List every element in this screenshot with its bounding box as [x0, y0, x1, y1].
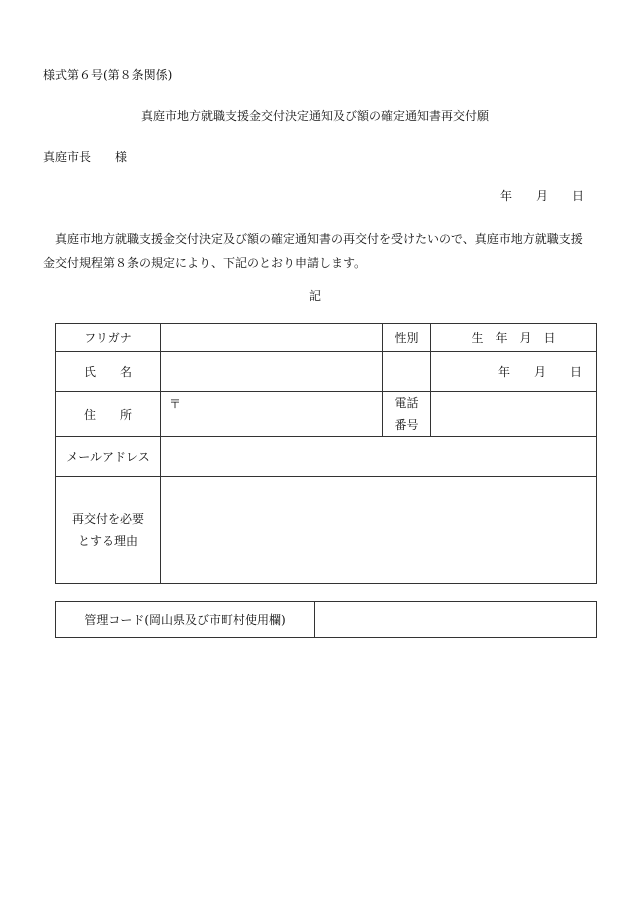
- phone-label: [383, 392, 431, 437]
- address-row: [56, 392, 597, 437]
- gender-label: 性別: [383, 324, 431, 352]
- name-label: 氏 名: [56, 352, 161, 392]
- reason-field[interactable]: [161, 477, 597, 584]
- admin-code-field[interactable]: [315, 602, 597, 638]
- name-row: [56, 352, 597, 392]
- document-title: 真庭市地方就職支援金交付決定通知及び額の確定通知書再交付願: [140, 109, 489, 123]
- reason-label-line2: とする理由: [77, 534, 138, 548]
- email-field[interactable]: [161, 437, 597, 477]
- furigana-row: [56, 324, 597, 352]
- reason-row: [56, 477, 597, 584]
- admin-code-row: [56, 602, 597, 638]
- furigana-label: フリガナ: [56, 324, 161, 352]
- addressee: 真庭市長 様: [43, 150, 128, 164]
- name-field[interactable]: [161, 352, 383, 392]
- admin-code-label: 管理コード(岡山県及び市町村使用欄): [56, 602, 315, 638]
- body-text: 真庭市地方就職支援金交付決定及び額の確定通知書の再交付を受けたいので、真庭市地方就職支援金交付規程第８条の規定により、下記のとおり申請します。: [43, 232, 583, 270]
- phone-label-line2: 番号: [394, 418, 419, 432]
- ki-heading: 記: [308, 289, 321, 303]
- application-table: [55, 323, 597, 584]
- form-number: 様式第６号(第８条関係): [43, 68, 173, 82]
- email-row: [56, 437, 597, 477]
- furigana-field[interactable]: [161, 324, 383, 352]
- address-label: 住 所: [56, 392, 161, 437]
- phone-label-line1: 電話: [394, 396, 419, 410]
- birth-date-field[interactable]: 年 月 日: [431, 352, 597, 392]
- date-line: 年 月 日: [500, 189, 585, 203]
- phone-field[interactable]: [431, 392, 597, 437]
- birth-date-header: 生 年 月 日: [431, 324, 597, 352]
- reason-label: [56, 477, 161, 584]
- postal-mark: 〒: [169, 397, 182, 411]
- admin-code-table: [55, 601, 597, 638]
- gender-field[interactable]: [383, 352, 431, 392]
- address-field[interactable]: [161, 392, 383, 437]
- email-label: メールアドレス: [56, 437, 161, 477]
- reason-label-line1: 再交付を必要: [71, 512, 144, 526]
